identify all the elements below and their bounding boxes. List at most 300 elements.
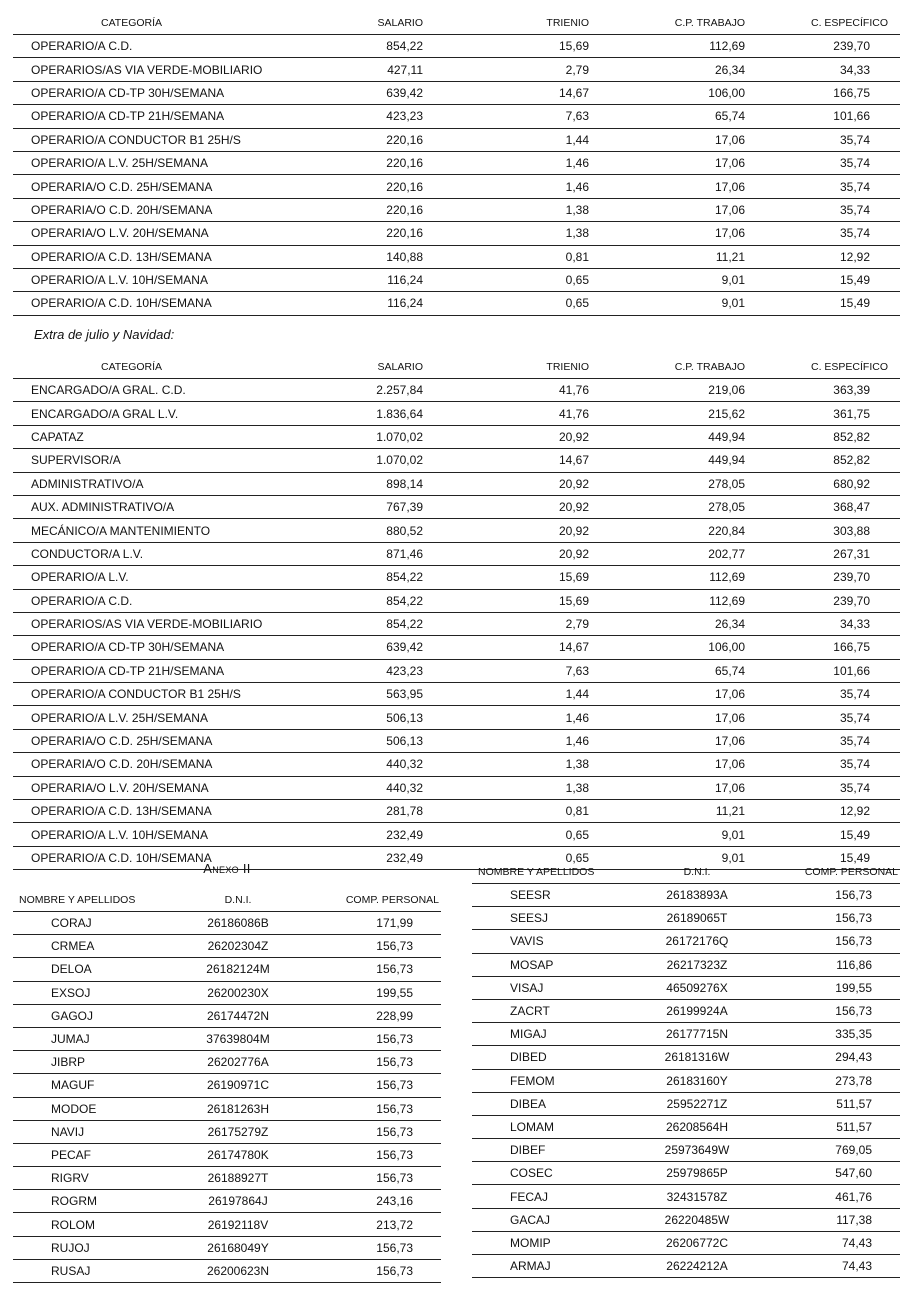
cell-salario: 639,42 <box>343 81 423 104</box>
table-row <box>13 379 900 402</box>
table-row <box>13 636 900 659</box>
cell-trienio: 14,67 <box>423 449 589 472</box>
cell-comp-personal: 156,73 <box>303 935 441 958</box>
cell-c-especifico: 35,74 <box>745 706 900 729</box>
cell-trienio: 1,44 <box>423 683 589 706</box>
cell-trienio: 15,69 <box>423 35 589 58</box>
cell-trienio: 15,69 <box>423 589 589 612</box>
col-header-cp-trabajo: C.P. TRABAJO <box>589 356 745 379</box>
col-header-dni: D.N.I. <box>632 861 762 884</box>
table-row <box>472 884 900 907</box>
cell-nombre: RIGRV <box>13 1167 173 1190</box>
table-row <box>13 175 900 198</box>
cell-c-especifico: 35,74 <box>745 128 900 151</box>
cell-cp-trabajo: 17,06 <box>589 222 745 245</box>
cell-nombre: COSEC <box>472 1162 632 1185</box>
table-header-row <box>13 12 900 35</box>
cell-comp-personal: 294,43 <box>762 1046 900 1069</box>
cell-nombre: DIBEA <box>472 1092 632 1115</box>
cell-c-especifico: 35,74 <box>745 175 900 198</box>
col-header-nombre: NOMBRE Y APELLIDOS <box>472 861 632 884</box>
cell-c-especifico: 35,74 <box>745 222 900 245</box>
cell-nombre: ZACRT <box>472 999 632 1022</box>
cell-cp-trabajo: 11,21 <box>589 245 745 268</box>
table-row <box>472 1115 900 1138</box>
cell-trienio: 14,67 <box>423 81 589 104</box>
cell-c-especifico: 34,33 <box>745 612 900 635</box>
cell-categoria: OPERARIO/A CONDUCTOR B1 25H/S <box>13 128 343 151</box>
cell-salario: 220,16 <box>343 151 423 174</box>
col-header-comp-personal: COMP. PERSONAL <box>303 889 441 912</box>
table-row <box>472 976 900 999</box>
table-row <box>472 930 900 953</box>
table-row <box>13 1027 441 1050</box>
cell-nombre: GACAJ <box>472 1208 632 1231</box>
cell-cp-trabajo: 219,06 <box>589 379 745 402</box>
cell-comp-personal: 74,43 <box>762 1255 900 1278</box>
cell-dni: 26172176Q <box>632 930 762 953</box>
cell-comp-personal: 156,73 <box>303 1027 441 1050</box>
cell-comp-personal: 156,73 <box>762 999 900 1022</box>
cell-categoria: OPERARIOS/AS VIA VERDE-MOBILIARIO <box>13 58 343 81</box>
cell-comp-personal: 156,73 <box>303 1167 441 1190</box>
cell-trienio: 2,79 <box>423 612 589 635</box>
cell-trienio: 1,44 <box>423 128 589 151</box>
cell-cp-trabajo: 26,34 <box>589 58 745 81</box>
cell-categoria: OPERARIA/O C.D. 25H/SEMANA <box>13 729 343 752</box>
table-row <box>472 1023 900 1046</box>
cell-nombre: VAVIS <box>472 930 632 953</box>
cell-salario: 220,16 <box>343 222 423 245</box>
cell-categoria: OPERARIOS/AS VIA VERDE-MOBILIARIO <box>13 612 343 635</box>
cell-salario: 2.257,84 <box>343 379 423 402</box>
cell-trienio: 41,76 <box>423 379 589 402</box>
cell-nombre: DIBED <box>472 1046 632 1069</box>
cell-dni: 26208564H <box>632 1115 762 1138</box>
cell-categoria: OPERARIO/A C.D. 13H/SEMANA <box>13 245 343 268</box>
table-row <box>472 1162 900 1185</box>
cell-categoria: OPERARIO/A C.D. 10H/SEMANA <box>13 292 343 315</box>
table-row <box>13 81 900 104</box>
cell-c-especifico: 239,70 <box>745 566 900 589</box>
cell-comp-personal: 117,38 <box>762 1208 900 1231</box>
cell-categoria: OPERARIA/O L.V. 20H/SEMANA <box>13 776 343 799</box>
cell-categoria: OPERARIO/A C.D. <box>13 35 343 58</box>
table-row <box>13 1120 441 1143</box>
table-row <box>13 1097 441 1120</box>
cell-c-especifico: 101,66 <box>745 659 900 682</box>
cell-cp-trabajo: 17,06 <box>589 198 745 221</box>
cell-cp-trabajo: 220,84 <box>589 519 745 542</box>
cell-nombre: SEESR <box>472 884 632 907</box>
cell-trienio: 20,92 <box>423 519 589 542</box>
cell-trienio: 0,65 <box>423 292 589 315</box>
cell-salario: 767,39 <box>343 495 423 518</box>
cell-nombre: NAVIJ <box>13 1120 173 1143</box>
cell-trienio: 41,76 <box>423 402 589 425</box>
cell-categoria: OPERARIO/A CONDUCTOR B1 25H/S <box>13 683 343 706</box>
cell-cp-trabajo: 9,01 <box>589 268 745 291</box>
cell-c-especifico: 363,39 <box>745 379 900 402</box>
cell-categoria: OPERARIA/O C.D. 20H/SEMANA <box>13 753 343 776</box>
col-header-categoria: CATEGORÍA <box>13 12 343 35</box>
cell-salario: 639,42 <box>343 636 423 659</box>
cell-trienio: 1,38 <box>423 222 589 245</box>
cell-categoria: OPERARIO/A C.D. 10H/SEMANA <box>13 846 343 869</box>
cell-c-especifico: 361,75 <box>745 402 900 425</box>
cell-comp-personal: 74,43 <box>762 1231 900 1254</box>
cell-salario: 1.070,02 <box>343 449 423 472</box>
cell-nombre: LOMAM <box>472 1115 632 1138</box>
cell-trienio: 1,46 <box>423 175 589 198</box>
cell-categoria: OPERARIO/A L.V. <box>13 566 343 589</box>
cell-nombre: ROLOM <box>13 1213 173 1236</box>
cell-c-especifico: 34,33 <box>745 58 900 81</box>
table-row <box>13 753 900 776</box>
cell-dni: 26189065T <box>632 907 762 930</box>
cell-comp-personal: 156,73 <box>303 1236 441 1259</box>
cell-salario: 1.836,64 <box>343 402 423 425</box>
table-row <box>472 999 900 1022</box>
cell-trienio: 2,79 <box>423 58 589 81</box>
cell-comp-personal: 156,73 <box>303 1143 441 1166</box>
cell-dni: 25952271Z <box>632 1092 762 1115</box>
cell-cp-trabajo: 17,06 <box>589 175 745 198</box>
cell-dni: 25973649W <box>632 1139 762 1162</box>
table-row <box>13 981 441 1004</box>
cell-salario: 220,16 <box>343 175 423 198</box>
cell-nombre: DIBEF <box>472 1139 632 1162</box>
table-row <box>13 1051 441 1074</box>
table-row <box>13 1074 441 1097</box>
table-row <box>13 729 900 752</box>
col-header-cp-trabajo: C.P. TRABAJO <box>589 12 745 35</box>
cell-comp-personal: 769,05 <box>762 1139 900 1162</box>
cell-c-especifico: 35,74 <box>745 776 900 799</box>
cell-cp-trabajo: 9,01 <box>589 846 745 869</box>
anexo-table-right <box>472 861 900 1278</box>
table-row <box>13 495 900 518</box>
cell-c-especifico: 101,66 <box>745 105 900 128</box>
cell-comp-personal: 156,73 <box>303 1259 441 1282</box>
cell-nombre: FECAJ <box>472 1185 632 1208</box>
table-row <box>13 425 900 448</box>
cell-dni: 26174780K <box>173 1143 303 1166</box>
table-row <box>13 776 900 799</box>
cell-salario: 116,24 <box>343 292 423 315</box>
cell-c-especifico: 35,74 <box>745 198 900 221</box>
cell-cp-trabajo: 215,62 <box>589 402 745 425</box>
cell-categoria: OPERARIO/A CD-TP 30H/SEMANA <box>13 81 343 104</box>
table-header-row <box>13 356 900 379</box>
cell-comp-personal: 199,55 <box>762 976 900 999</box>
table-row <box>13 1004 441 1027</box>
table-row <box>13 958 441 981</box>
cell-comp-personal: 335,35 <box>762 1023 900 1046</box>
cell-dni: 26202776A <box>173 1051 303 1074</box>
cell-categoria: OPERARIO/A C.D. 13H/SEMANA <box>13 800 343 823</box>
cell-comp-personal: 511,57 <box>762 1115 900 1138</box>
cell-cp-trabajo: 17,06 <box>589 683 745 706</box>
cell-c-especifico: 12,92 <box>745 245 900 268</box>
cell-dni: 26197864J <box>173 1190 303 1213</box>
col-header-c-especifico: C. ESPECÍFICO <box>745 12 900 35</box>
cell-categoria: OPERARIO/A CD-TP 21H/SEMANA <box>13 105 343 128</box>
table-row <box>13 800 900 823</box>
cell-dni: 37639804M <box>173 1027 303 1050</box>
cell-trienio: 15,69 <box>423 566 589 589</box>
cell-comp-personal: 547,60 <box>762 1162 900 1185</box>
cell-cp-trabajo: 202,77 <box>589 542 745 565</box>
table-row <box>13 589 900 612</box>
table-row <box>13 268 900 291</box>
cell-c-especifico: 12,92 <box>745 800 900 823</box>
cell-salario: 440,32 <box>343 753 423 776</box>
cell-dni: 26217323Z <box>632 953 762 976</box>
cell-trienio: 1,46 <box>423 151 589 174</box>
cell-trienio: 1,38 <box>423 198 589 221</box>
cell-dni: 26174472N <box>173 1004 303 1027</box>
cell-dni: 26200623N <box>173 1259 303 1282</box>
cell-salario: 423,23 <box>343 105 423 128</box>
cell-nombre: CRMEA <box>13 935 173 958</box>
cell-dni: 26183893A <box>632 884 762 907</box>
cell-dni: 26200230X <box>173 981 303 1004</box>
cell-dni: 26190971C <box>173 1074 303 1097</box>
cell-categoria: CAPATAZ <box>13 425 343 448</box>
cell-categoria: ADMINISTRATIVO/A <box>13 472 343 495</box>
table-row <box>13 245 900 268</box>
cell-dni: 26177715N <box>632 1023 762 1046</box>
cell-cp-trabajo: 112,69 <box>589 589 745 612</box>
cell-nombre: DELOA <box>13 958 173 981</box>
cell-salario: 427,11 <box>343 58 423 81</box>
cell-comp-personal: 156,73 <box>303 958 441 981</box>
cell-dni: 26188927T <box>173 1167 303 1190</box>
cell-salario: 140,88 <box>343 245 423 268</box>
cell-trienio: 20,92 <box>423 425 589 448</box>
cell-salario: 116,24 <box>343 268 423 291</box>
col-header-dni: D.N.I. <box>173 889 303 912</box>
cell-categoria: OPERARIO/A L.V. 10H/SEMANA <box>13 823 343 846</box>
cell-c-especifico: 239,70 <box>745 35 900 58</box>
col-header-salario: SALARIO <box>343 12 423 35</box>
table-row <box>472 1231 900 1254</box>
table-row <box>13 449 900 472</box>
cell-nombre: JUMAJ <box>13 1027 173 1050</box>
cell-nombre: PECAF <box>13 1143 173 1166</box>
cell-comp-personal: 156,73 <box>303 1074 441 1097</box>
cell-cp-trabajo: 278,05 <box>589 472 745 495</box>
cell-c-especifico: 852,82 <box>745 449 900 472</box>
table-row <box>472 1092 900 1115</box>
cell-c-especifico: 166,75 <box>745 636 900 659</box>
table-row <box>13 1236 441 1259</box>
col-header-salario: SALARIO <box>343 356 423 379</box>
cell-trienio: 0,65 <box>423 823 589 846</box>
cell-cp-trabajo: 65,74 <box>589 659 745 682</box>
cell-dni: 26199924A <box>632 999 762 1022</box>
salary-table-extra <box>13 356 900 870</box>
cell-salario: 854,22 <box>343 566 423 589</box>
cell-salario: 854,22 <box>343 589 423 612</box>
table-row <box>472 1185 900 1208</box>
table-row <box>472 1046 900 1069</box>
cell-salario: 854,22 <box>343 35 423 58</box>
cell-nombre: ARMAJ <box>472 1255 632 1278</box>
table-row <box>13 542 900 565</box>
cell-c-especifico: 15,49 <box>745 846 900 869</box>
cell-salario: 563,95 <box>343 683 423 706</box>
salary-table-ordinary <box>13 12 900 316</box>
cell-nombre: EXSOJ <box>13 981 173 1004</box>
table-row <box>13 292 900 315</box>
cell-nombre: RUJOJ <box>13 1236 173 1259</box>
cell-nombre: SEESJ <box>472 907 632 930</box>
cell-trienio: 0,81 <box>423 245 589 268</box>
table-row <box>13 706 900 729</box>
cell-salario: 232,49 <box>343 823 423 846</box>
cell-salario: 423,23 <box>343 659 423 682</box>
col-header-categoria: CATEGORÍA <box>13 356 343 379</box>
table-row <box>13 198 900 221</box>
cell-nombre: GAGOJ <box>13 1004 173 1027</box>
cell-c-especifico: 15,49 <box>745 823 900 846</box>
cell-c-especifico: 15,49 <box>745 292 900 315</box>
col-header-comp-personal: COMP. PERSONAL <box>762 861 900 884</box>
table-row <box>472 1139 900 1162</box>
table-row <box>13 151 900 174</box>
cell-cp-trabajo: 11,21 <box>589 800 745 823</box>
cell-categoria: ENCARGADO/A GRAL L.V. <box>13 402 343 425</box>
cell-salario: 898,14 <box>343 472 423 495</box>
cell-cp-trabajo: 106,00 <box>589 81 745 104</box>
section-heading-extra: Extra de julio y Navidad: <box>34 327 175 342</box>
cell-cp-trabajo: 17,06 <box>589 729 745 752</box>
table-row <box>13 935 441 958</box>
cell-nombre: MODOE <box>13 1097 173 1120</box>
table-row <box>472 1208 900 1231</box>
cell-salario: 1.070,02 <box>343 425 423 448</box>
table-row <box>13 566 900 589</box>
cell-salario: 871,46 <box>343 542 423 565</box>
cell-comp-personal: 199,55 <box>303 981 441 1004</box>
cell-c-especifico: 852,82 <box>745 425 900 448</box>
cell-comp-personal: 228,99 <box>303 1004 441 1027</box>
cell-c-especifico: 35,74 <box>745 729 900 752</box>
table-row <box>13 1213 441 1236</box>
cell-cp-trabajo: 449,94 <box>589 425 745 448</box>
cell-categoria: SUPERVISOR/A <box>13 449 343 472</box>
cell-trienio: 20,92 <box>423 542 589 565</box>
table-row <box>13 912 441 935</box>
cell-salario: 506,13 <box>343 729 423 752</box>
cell-cp-trabajo: 112,69 <box>589 566 745 589</box>
cell-dni: 26183160Y <box>632 1069 762 1092</box>
table-row <box>13 1143 441 1166</box>
col-header-trienio: TRIENIO <box>423 356 589 379</box>
cell-trienio: 0,65 <box>423 268 589 291</box>
cell-nombre: MOSAP <box>472 953 632 976</box>
cell-trienio: 0,81 <box>423 800 589 823</box>
cell-cp-trabajo: 17,06 <box>589 128 745 151</box>
cell-salario: 281,78 <box>343 800 423 823</box>
cell-c-especifico: 267,31 <box>745 542 900 565</box>
cell-comp-personal: 213,72 <box>303 1213 441 1236</box>
cell-salario: 220,16 <box>343 128 423 151</box>
cell-nombre: MIGAJ <box>472 1023 632 1046</box>
table-row <box>472 1255 900 1278</box>
cell-c-especifico: 35,74 <box>745 683 900 706</box>
cell-c-especifico: 303,88 <box>745 519 900 542</box>
cell-comp-personal: 116,86 <box>762 953 900 976</box>
cell-cp-trabajo: 112,69 <box>589 35 745 58</box>
cell-comp-personal: 156,73 <box>303 1097 441 1120</box>
cell-categoria: OPERARIA/O L.V. 20H/SEMANA <box>13 222 343 245</box>
table-row <box>13 472 900 495</box>
cell-comp-personal: 156,73 <box>762 884 900 907</box>
cell-dni: 26181316W <box>632 1046 762 1069</box>
cell-dni: 26181263H <box>173 1097 303 1120</box>
table-header-row <box>13 889 441 912</box>
cell-categoria: MECÁNICO/A MANTENIMIENTO <box>13 519 343 542</box>
cell-cp-trabajo: 17,06 <box>589 776 745 799</box>
cell-comp-personal: 171,99 <box>303 912 441 935</box>
cell-c-especifico: 680,92 <box>745 472 900 495</box>
col-header-c-especifico: C. ESPECÍFICO <box>745 356 900 379</box>
cell-dni: 26206772C <box>632 1231 762 1254</box>
cell-cp-trabajo: 17,06 <box>589 706 745 729</box>
table-row <box>472 907 900 930</box>
cell-categoria: ENCARGADO/A GRAL. C.D. <box>13 379 343 402</box>
cell-cp-trabajo: 26,34 <box>589 612 745 635</box>
cell-trienio: 1,38 <box>423 776 589 799</box>
table-row <box>13 659 900 682</box>
cell-trienio: 1,46 <box>423 706 589 729</box>
table-row <box>13 1190 441 1213</box>
cell-comp-personal: 243,16 <box>303 1190 441 1213</box>
cell-trienio: 7,63 <box>423 659 589 682</box>
cell-categoria: OPERARIO/A C.D. <box>13 589 343 612</box>
cell-nombre: MOMIP <box>472 1231 632 1254</box>
cell-trienio: 1,46 <box>423 729 589 752</box>
cell-c-especifico: 35,74 <box>745 753 900 776</box>
cell-comp-personal: 156,73 <box>762 907 900 930</box>
cell-categoria: CONDUCTOR/A L.V. <box>13 542 343 565</box>
table-header-row <box>472 861 900 884</box>
cell-comp-personal: 156,73 <box>303 1051 441 1074</box>
table-row <box>472 953 900 976</box>
cell-c-especifico: 15,49 <box>745 268 900 291</box>
cell-salario: 440,32 <box>343 776 423 799</box>
cell-trienio: 1,38 <box>423 753 589 776</box>
cell-salario: 220,16 <box>343 198 423 221</box>
cell-nombre: FEMOM <box>472 1069 632 1092</box>
cell-categoria: AUX. ADMINISTRATIVO/A <box>13 495 343 518</box>
table-row <box>13 35 900 58</box>
cell-comp-personal: 156,73 <box>303 1120 441 1143</box>
cell-comp-personal: 273,78 <box>762 1069 900 1092</box>
cell-dni: 26186086B <box>173 912 303 935</box>
table-row <box>13 105 900 128</box>
anexo-table-left <box>13 889 441 1283</box>
table-row <box>13 1167 441 1190</box>
cell-nombre: ROGRM <box>13 1190 173 1213</box>
anexo-title: Anexo II <box>203 861 251 876</box>
cell-cp-trabajo: 278,05 <box>589 495 745 518</box>
cell-nombre: VISAJ <box>472 976 632 999</box>
cell-dni: 46509276X <box>632 976 762 999</box>
